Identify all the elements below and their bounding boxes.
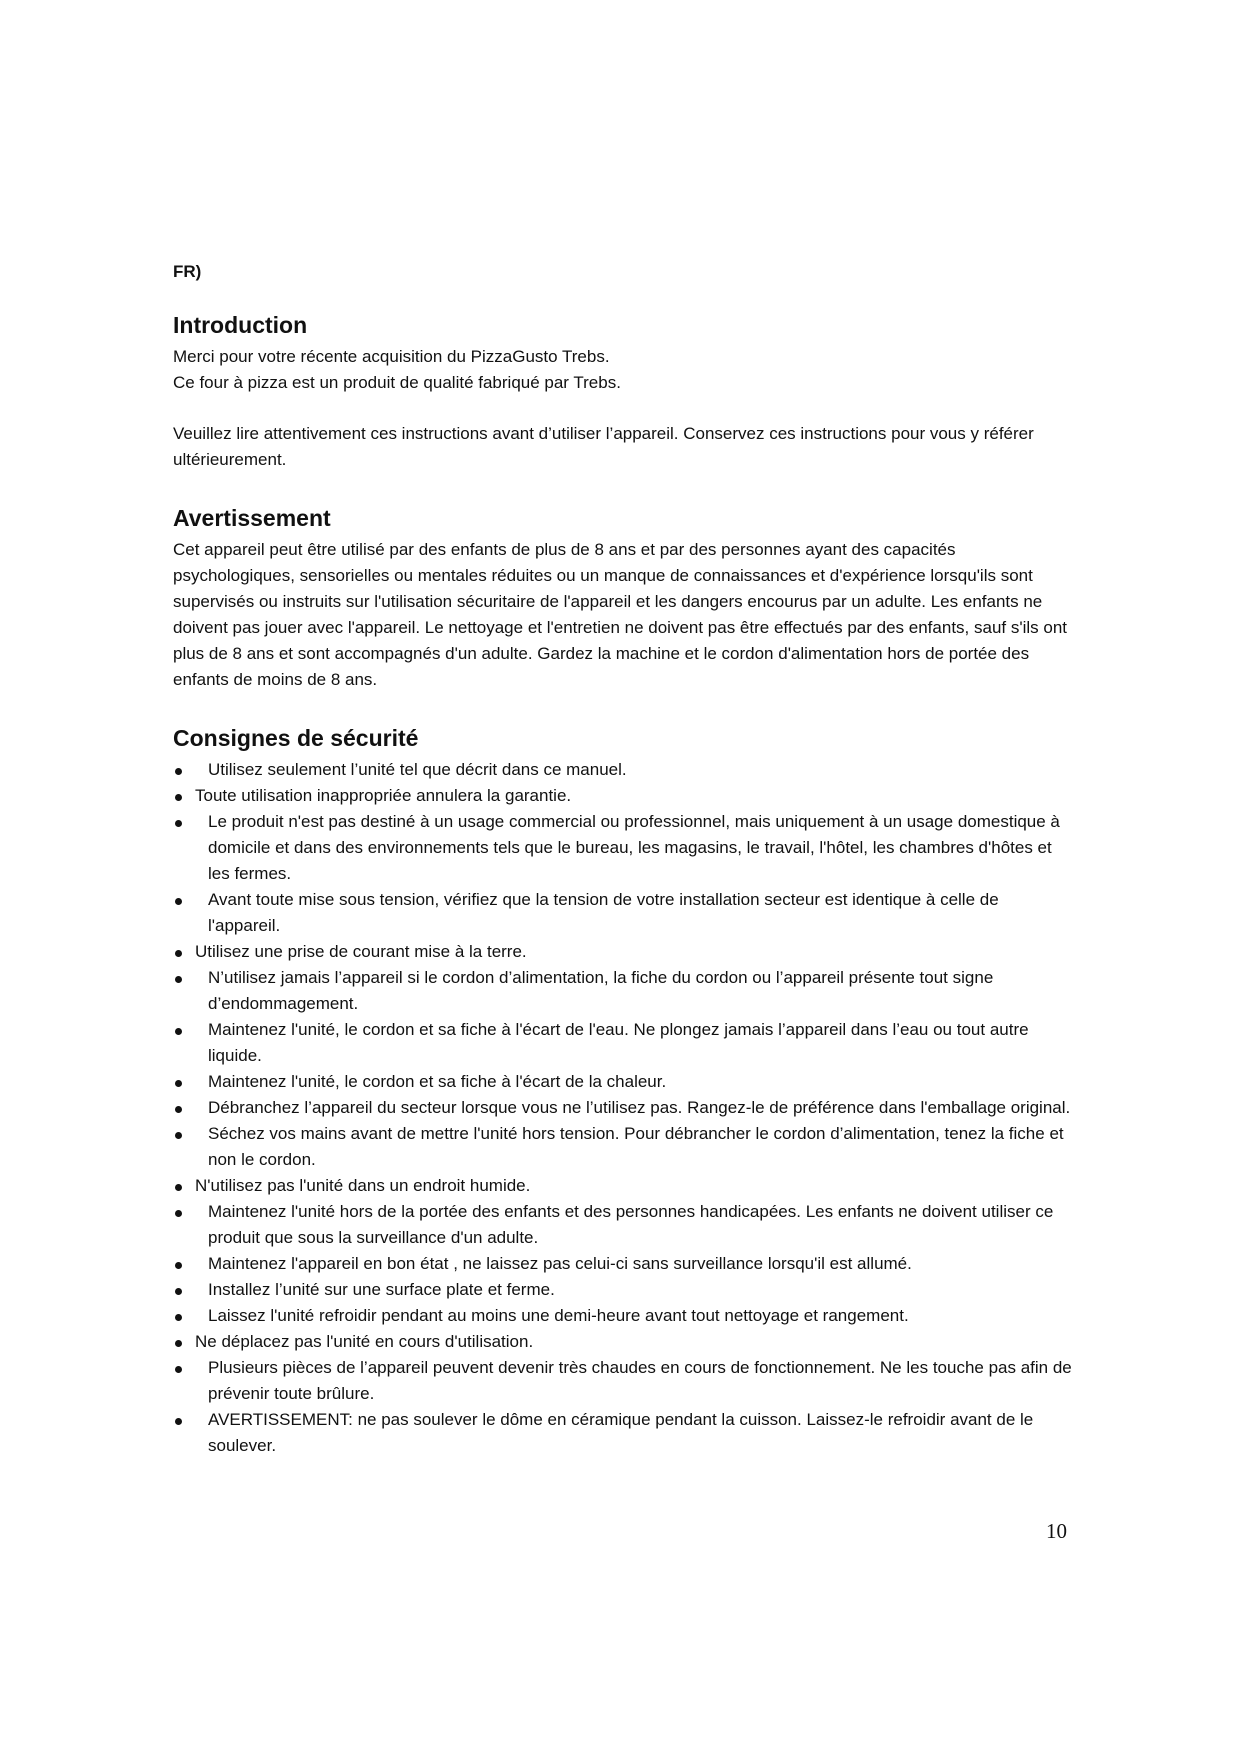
warning-section xyxy=(173,503,1073,693)
list-item xyxy=(173,1329,1073,1355)
list-item-text: Laissez l'unité refroidir pendant au moins une demi-heure avant tout nettoyage et rangement. xyxy=(208,1306,909,1325)
list-item-text: Avant toute mise sous tension, vérifiez que la tension de votre installation secteur est identique à celle de l'appareil. xyxy=(208,890,999,935)
bullet-icon xyxy=(175,794,182,801)
content-column xyxy=(173,310,1073,1459)
list-item xyxy=(173,1251,1073,1277)
list-item xyxy=(173,1355,1073,1407)
page-number: 10 xyxy=(1046,1519,1067,1543)
bullet-icon xyxy=(175,1028,182,1035)
list-item-text: Maintenez l'unité, le cordon et sa fiche à l'écart de l'eau. Ne plongez jamais l’appareil dans l’eau ou tout autre liquide. xyxy=(208,1020,1029,1065)
list-item xyxy=(173,1199,1073,1251)
introduction-line-2: Ce four à pizza est un produit de qualité fabriqué par Trebs. xyxy=(173,373,621,392)
list-item-text: Installez l’unité sur une surface plate et ferme. xyxy=(208,1280,555,1299)
bullet-icon xyxy=(175,1262,182,1269)
list-item-text: N'utilisez pas l'unité dans un endroit humide. xyxy=(195,1176,531,1195)
safety-section xyxy=(173,723,1073,1459)
list-item xyxy=(173,757,1073,783)
bullet-icon xyxy=(175,1340,182,1347)
bullet-icon xyxy=(175,950,182,957)
safety-heading: Consignes de sécurité xyxy=(173,725,419,751)
list-item xyxy=(173,1069,1073,1095)
bullet-icon xyxy=(175,1288,182,1295)
introduction-paragraph-2: Veuillez lire attentivement ces instructions avant d’utiliser l’appareil. Conservez ces instructions pour vous y référer ultérieurement. xyxy=(173,424,1034,469)
introduction-section xyxy=(173,310,1073,473)
list-item-text: Plusieurs pièces de l’appareil peuvent devenir très chaudes en cours de fonctionnement. Ne les touche pas afin de prévenir toute brûlure. xyxy=(208,1358,1072,1403)
safety-list xyxy=(173,757,1073,1459)
list-item xyxy=(173,887,1073,939)
list-item xyxy=(173,1095,1073,1121)
bullet-icon xyxy=(175,976,182,983)
list-item-text: Débranchez l’appareil du secteur lorsque vous ne l’utilisez pas. Rangez-le de préférence dans l'emballage original. xyxy=(208,1098,1071,1117)
list-item xyxy=(173,1121,1073,1173)
bullet-icon xyxy=(175,1106,182,1113)
introduction-heading: Introduction xyxy=(173,312,308,338)
list-item xyxy=(173,1303,1073,1329)
list-item xyxy=(173,939,1073,965)
introduction-line-1: Merci pour votre récente acquisition du PizzaGusto Trebs. xyxy=(173,347,610,366)
bullet-icon xyxy=(175,1314,182,1321)
list-item xyxy=(173,965,1073,1017)
warning-heading: Avertissement xyxy=(173,505,331,531)
list-item-text: Maintenez l'unité, le cordon et sa fiche à l'écart de la chaleur. xyxy=(208,1072,667,1091)
bullet-icon xyxy=(175,820,182,827)
bullet-icon xyxy=(175,1132,182,1139)
bullet-icon xyxy=(175,1210,182,1217)
language-tag: FR) xyxy=(173,262,202,281)
warning-paragraph: Cet appareil peut être utilisé par des enfants de plus de 8 ans et par des personnes ayant des capacités psychologiques, sensorielles ou mentales réduites ou un manque de connaissances et d'expérience lorsqu'ils sont supervisés ou instruits sur l'utilisation sécuritaire de l'appareil et les dangers encourus par un adulte. Les enfants ne doivent pas jouer avec l'appareil. Le nettoyage et l'entretien ne doivent pas être effectués par des enfants, sauf s'ils ont plus de 8 ans et sont accompagnés d'un adulte. Gardez la machine et le cordon d'alimentation hors de portée des enfants de moins de 8 ans. xyxy=(173,540,1067,689)
list-item xyxy=(173,1173,1073,1199)
list-item-text: AVERTISSEMENT: ne pas soulever le dôme en céramique pendant la cuisson. Laissez-le refroidir avant de le soulever. xyxy=(208,1410,1034,1455)
list-item xyxy=(173,783,1073,809)
bullet-icon xyxy=(175,1080,182,1087)
list-item-text: Toute utilisation inappropriée annulera la garantie. xyxy=(195,786,572,805)
bullet-icon xyxy=(175,1418,182,1425)
bullet-icon xyxy=(175,768,182,775)
list-item-text: Le produit n'est pas destiné à un usage commercial ou professionnel, mais uniquement à un usage domestique à domicile et dans des environnements tels que le bureau, les magasins, le travail, l'hôtel, les chambres d'hôtes et les fermes. xyxy=(208,812,1060,883)
bullet-icon xyxy=(175,1184,182,1191)
list-item-text: Séchez vos mains avant de mettre l'unité hors tension. Pour débrancher le cordon d’alimentation, tenez la fiche et non le cordon. xyxy=(208,1124,1064,1169)
list-item xyxy=(173,1407,1073,1459)
bullet-icon xyxy=(175,1366,182,1373)
list-item xyxy=(173,1277,1073,1303)
list-item-text: Utilisez seulement l’unité tel que décrit dans ce manuel. xyxy=(208,760,627,779)
list-item-text: Ne déplacez pas l'unité en cours d'utilisation. xyxy=(195,1332,534,1351)
list-item xyxy=(173,1017,1073,1069)
list-item-text: Utilisez une prise de courant mise à la terre. xyxy=(195,942,527,961)
list-item xyxy=(173,809,1073,887)
list-item-text: Maintenez l'unité hors de la portée des enfants et des personnes handicapées. Les enfants ne doivent utiliser ce produit que sous la surveillance d'un adulte. xyxy=(208,1202,1054,1247)
list-item-text: N’utilisez jamais l’appareil si le cordon d’alimentation, la fiche du cordon ou l’appareil présente tout signe d’endommagement. xyxy=(208,968,994,1013)
bullet-icon xyxy=(175,898,182,905)
list-item-text: Maintenez l'appareil en bon état , ne laissez pas celui-ci sans surveillance lorsqu'il est allumé. xyxy=(208,1254,912,1273)
